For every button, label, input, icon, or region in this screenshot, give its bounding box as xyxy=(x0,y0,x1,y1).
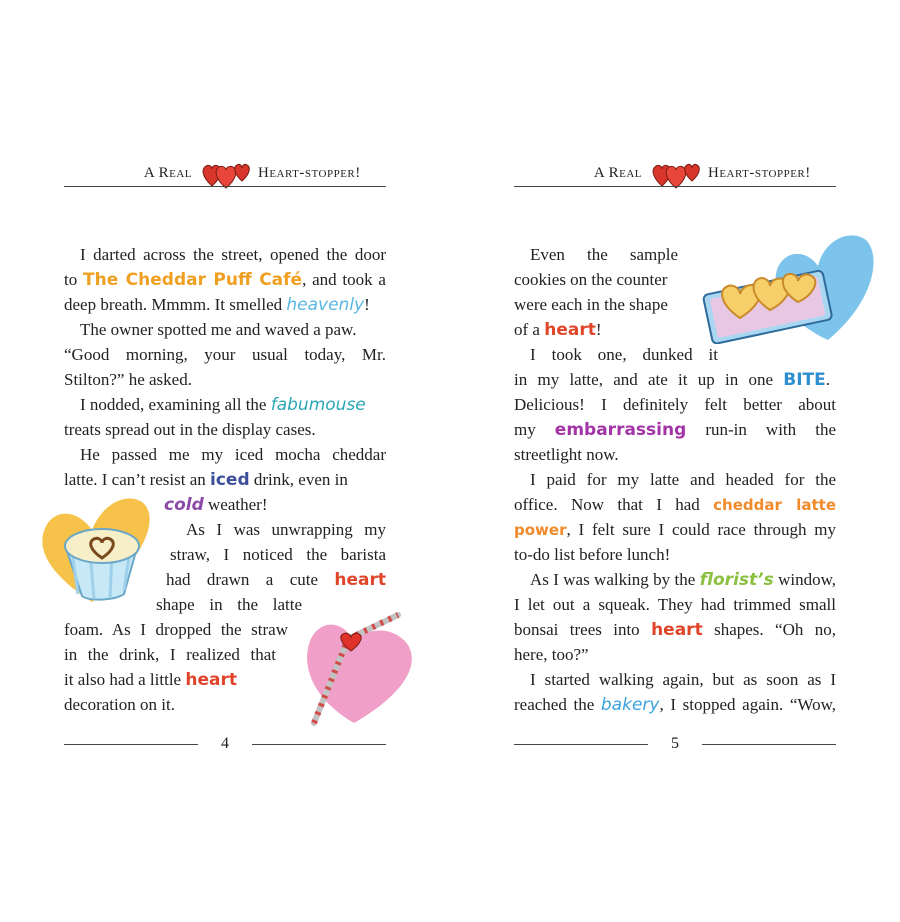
embarrassing-word: embarrassing xyxy=(554,420,687,440)
text-line: decoration on it. xyxy=(64,695,175,714)
text-line: streetlight now. xyxy=(514,445,619,464)
running-header xyxy=(514,163,836,187)
page-number: 4 xyxy=(221,735,229,752)
latte-cup-illustration xyxy=(34,490,164,610)
text-line: I darted across the street, opened the door xyxy=(80,245,386,264)
text-line: shape in the latte xyxy=(156,595,302,614)
heavenly-word: heavenly xyxy=(286,295,365,315)
footer-rule xyxy=(702,744,836,745)
page-number: 5 xyxy=(671,735,679,752)
text-line: in the drink, I realized that xyxy=(64,645,276,664)
text-line: it also had a little heart xyxy=(64,670,237,690)
text-line: bonsai trees into heart shapes. “Oh no, xyxy=(514,620,836,640)
right-page xyxy=(450,0,900,922)
text-line: I nodded, examining all the fabumouse xyxy=(80,395,366,415)
straw-heart-illustration xyxy=(296,605,422,730)
heart-word: heart xyxy=(334,570,386,590)
text-line: reached the bakery, I stopped again. “Wow, xyxy=(514,695,836,715)
heart-word: heart xyxy=(544,320,596,340)
iced-word: iced xyxy=(210,470,250,490)
text-line: I paid for my latte and headed for the xyxy=(530,470,836,489)
text-line: As I was walking by the florist’s window, xyxy=(530,570,836,590)
text-line: cookies on the counter xyxy=(514,270,668,289)
text-line: office. Now that I had cheddar latte xyxy=(514,495,836,514)
running-header-right: Heart-stopper! xyxy=(258,165,361,181)
text-line: were each in the shape xyxy=(514,295,668,314)
text-line: I let out a squeak. They had trimmed small xyxy=(514,595,836,614)
text-line: to The Cheddar Puff Café, and took a xyxy=(64,270,386,290)
running-header-left: A Real xyxy=(593,165,642,181)
text-line: my embarrassing run-in with the xyxy=(514,420,836,440)
text-line: Delicious! I definitely felt better about xyxy=(514,395,836,414)
text-line: latte. I can’t resist an iced drink, even in xyxy=(64,470,348,490)
text-line: The owner spotted me and waved a paw. xyxy=(80,320,357,339)
text-line: foam. As I dropped the straw xyxy=(64,620,288,639)
heart-word: heart xyxy=(185,670,237,690)
footer-rule xyxy=(252,744,386,745)
text-line: treats spread out in the display cases. xyxy=(64,420,316,439)
power-word: power xyxy=(514,521,567,539)
cookie-tray-illustration xyxy=(698,226,880,344)
bite-word: BITE xyxy=(783,370,826,390)
hearts-icon xyxy=(650,159,706,189)
text-line: deep breath. Mmmm. It smelled heavenly! xyxy=(64,295,370,315)
text-line: of a heart! xyxy=(514,320,602,340)
text-line: As I was unwrapping my xyxy=(186,520,386,539)
cheddar-latte-word: cheddar latte xyxy=(713,496,836,514)
text-line: here, too?” xyxy=(514,645,589,664)
text-line: had drawn a cute heart xyxy=(166,570,386,590)
bakery-word: bakery xyxy=(600,695,660,715)
text-line: I took one, dunked it xyxy=(530,345,718,364)
text-line: He passed me my iced mocha cheddar xyxy=(80,445,386,464)
page-footer xyxy=(64,735,386,755)
running-header-left: A Real xyxy=(143,165,192,181)
text-line: cold weather! xyxy=(164,495,268,515)
cold-word: cold xyxy=(164,495,204,515)
text-line: Stilton?” he asked. xyxy=(64,370,192,389)
header-rule xyxy=(64,186,386,187)
text-line: power, I felt sure I could race through my xyxy=(514,520,836,539)
cafe-name-word: The Cheddar Puff Café xyxy=(83,270,303,290)
florists-word: florist’s xyxy=(699,570,774,590)
text-line: Even the sample xyxy=(530,245,678,264)
running-header-right: Heart-stopper! xyxy=(708,165,811,181)
text-line: straw, I noticed the barista xyxy=(170,545,386,564)
header-rule xyxy=(514,186,836,187)
running-header xyxy=(64,163,386,187)
text-line: “Good morning, your usual today, Mr. xyxy=(64,345,386,364)
hearts-icon xyxy=(200,159,256,189)
text-line: in my latte, and ate it up in one BITE. xyxy=(514,370,830,390)
page-footer xyxy=(514,735,836,755)
text-line: to-do list before lunch! xyxy=(514,545,671,564)
heart-word: heart xyxy=(651,620,703,640)
text-line: I started walking again, but as soon as I xyxy=(530,670,836,689)
fabumouse-word: fabumouse xyxy=(270,395,366,415)
